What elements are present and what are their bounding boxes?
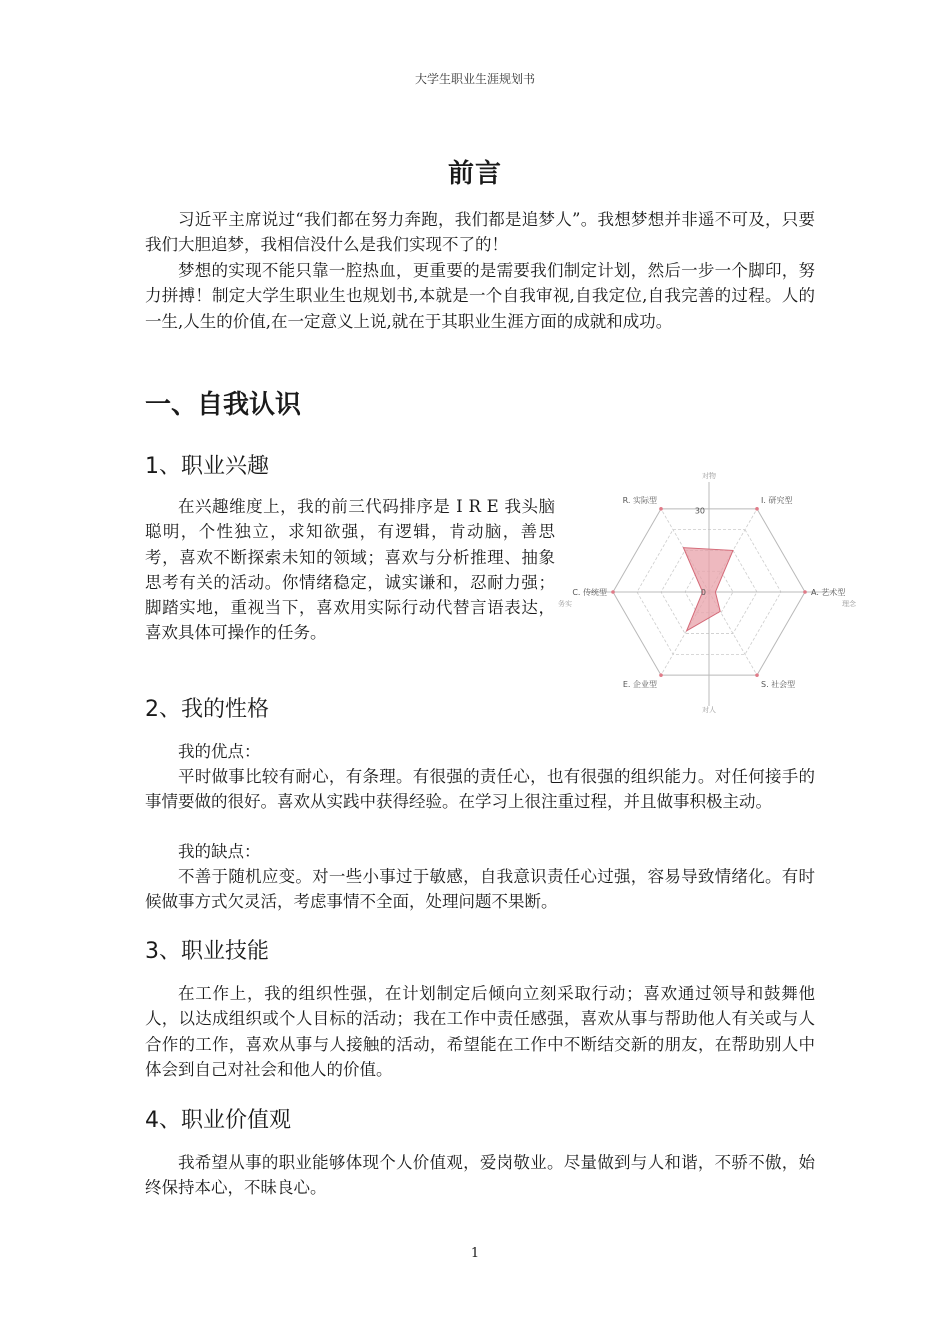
preface-paragraph-2: 梦想的实现不能只靠一腔热血，更重要的是需要我们制定计划，然后一步一个脚印，努力拼搏！制定大学生职业生也规划书,本就是一个自我审视,自我定位,自我完善的过程。人的一生,人生的价值,在一定意义上说,就在于其职业生涯方面的成就和成功。 [145, 261, 815, 331]
pros-text: 平时做事比较有耐心，有条理。有很强的责任心，也有很强的组织能力。对任何接手的事情要做的很好。喜欢从实践中获得经验。在学习上很注重过程，并且做事积极主动。 [145, 767, 815, 812]
radar-vertex-point-1 [755, 507, 759, 511]
tick-label-min: 0 [700, 588, 706, 597]
radar-vertex-point-6 [659, 507, 663, 511]
radar-vertex-point-3 [755, 673, 759, 677]
radar-series-area [683, 548, 733, 631]
category-label-e: E. 企业型 [622, 680, 657, 690]
axis-label-top: 对物 [702, 472, 716, 480]
cons-text: 不善于随机应变。对一些小事过于敏感，自我意识责任心过强，容易导致情绪化。有时候做事方式欠灵活，考虑事情不全面，处理问题不果断。 [145, 867, 815, 912]
cons-label: 我的缺点： [178, 842, 261, 861]
tick-label-max: 30 [694, 506, 705, 516]
radar-vertex-point-2 [803, 590, 807, 594]
personality-heading: 2、我的性格 [145, 697, 269, 722]
axis-label-left: 务实 [558, 600, 572, 608]
category-label-s: S. 社会型 [761, 680, 796, 690]
preface-paragraph-1: 习近平主席说过“我们都在努力奔跑，我们都是追梦人”。我想梦想并非遥不可及，只要我们大胆追梦，我相信没什么是我们实现不了的！ [145, 210, 815, 255]
axis-label-right: 理念 [842, 600, 856, 608]
category-label-i: I. 研究型 [761, 495, 793, 505]
holland-radar-chart [556, 468, 866, 713]
category-label-c: C. 传统型 [572, 588, 607, 597]
axis-label-bottom: 对人 [702, 706, 716, 713]
values-heading: 4、职业价值观 [145, 1108, 291, 1133]
page-header: 大学生职业生涯规划书 [414, 72, 535, 86]
values-paragraph: 我希望从事的职业能够体现个人价值观，爱岗敬业。尽量做到与人和谐，不骄不傲，始终保持本心，不昧良心。 [145, 1153, 815, 1198]
category-label-r: R. 实际型 [622, 495, 657, 505]
interest-heading: 1、职业兴趣 [145, 454, 269, 479]
skills-heading: 3、职业技能 [145, 939, 269, 964]
skills-paragraph: 在工作上，我的组织性强，在计划制定后倾向立刻采取行动；喜欢通过领导和鼓舞他人，以达成组织或个人目标的活动；我在工作中责任感强，喜欢从事与帮助他人有关或与人合作的工作，喜欢从事与人接触的活动，希望能在工作中不断结交新的朋友，在帮助别人中体会到自己对社会和他人的价值。 [145, 984, 815, 1079]
radar-vertex-point-4 [659, 673, 663, 677]
preface-title: 前言 [447, 159, 502, 189]
section-1-title: 一、自我认识 [145, 390, 302, 420]
category-label-a: A. 艺术型 [811, 588, 846, 597]
interest-paragraph: 在兴趣维度上，我的前三代码排序是 I R E 我头脑聪明，个性独立，求知欲强，有逻辑，肯动脑，善思考，喜欢不断探索未知的领域；喜欢与分析推理、抽象思考有关的活动。你情绪稳定，诚实谦和，忍耐力强；脚踏实地，重视当下，喜欢用实际行动代替言语表达，喜欢具体可操作的任务。 [145, 497, 555, 643]
page-number: 1 [470, 1246, 480, 1261]
radar-vertex-point-5 [611, 590, 615, 594]
pros-label: 我的优点： [178, 742, 261, 761]
